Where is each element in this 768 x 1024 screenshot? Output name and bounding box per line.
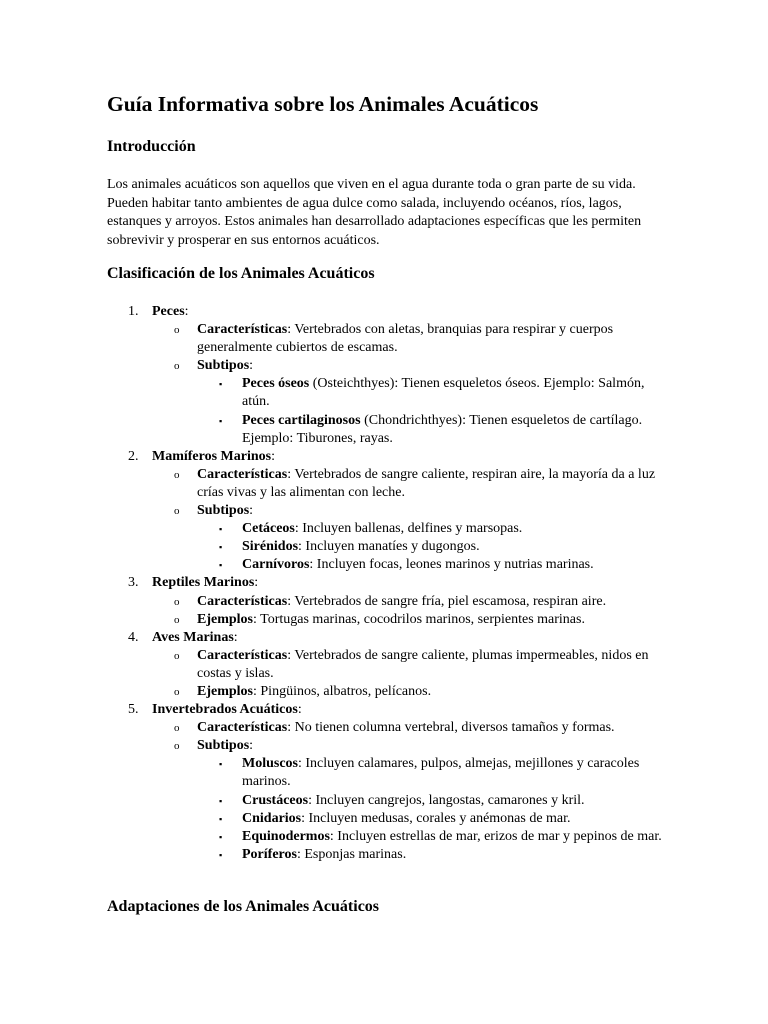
subtype-item <box>197 846 667 864</box>
subtype-item <box>197 538 667 556</box>
subtype-list <box>197 375 667 447</box>
detail-text: : Pingüinos, albatros, pelícanos. <box>253 683 432 699</box>
group-name: Invertebrados Acuáticos <box>152 702 298 718</box>
group-number: 1. <box>128 304 139 319</box>
square-bullet-icon: ▪ <box>219 831 223 842</box>
circle-bullet-icon: o <box>174 740 180 753</box>
detail-text: : Vertebrados de sangre fría, piel escamosa, respiran aire. <box>287 593 607 609</box>
group-item: 5. Invertebrados Acuáticos: o Características: No tienen columna vertebral, diversos tamaños y formas. o Subtipos: ▪ Moluscos: Incluyen calamares, pulpos, almejas, mejillones y caracoles marinos. ▪ Crustáceos: Incluyen cangrejos, langostas, camarones y kril. ▪ Cnidarios: Incluyen medusas, corales y anémonas de mar. ▪ Equinodermos: Incluyen estrellas de mar, erizos de mar y pepinos de mar. ▪ Poríferos: Esponjas marinas. <box>107 701 667 864</box>
detail-item <box>152 683 667 701</box>
detail-label: Características <box>197 593 288 609</box>
subtype-item <box>197 412 667 448</box>
group-number: 3. <box>128 575 139 591</box>
subtype-label: Cnidarios <box>242 810 302 826</box>
detail-list <box>152 321 667 448</box>
detail-label: Características <box>197 322 288 338</box>
detail-text: : <box>249 738 254 754</box>
square-bullet-icon: ▪ <box>219 795 223 806</box>
detail-label: Subtipos <box>197 358 250 374</box>
circle-bullet-icon: o <box>174 685 180 698</box>
subtype-text: (Chondrichthyes): Tienen esqueletos de cartílago. Ejemplo: Tiburones, rayas. <box>242 412 643 446</box>
subtype-item <box>197 792 667 810</box>
circle-bullet-icon: o <box>174 613 180 626</box>
subtype-label: Equinodermos <box>242 828 330 844</box>
group-number: 5. <box>128 702 139 718</box>
subtype-text: : Incluyen manatíes y dugongos. <box>298 539 480 555</box>
subtype-text: : Incluyen cangrejos, langostas, camarones y kril. <box>308 792 585 808</box>
square-bullet-icon: ▪ <box>219 813 223 824</box>
subtype-item <box>197 810 667 828</box>
detail-item <box>152 466 667 502</box>
adaptations-heading: Adaptaciones de los Animales Acuáticos <box>107 898 380 915</box>
detail-label: Subtipos <box>197 738 250 754</box>
detail-list <box>152 719 667 864</box>
circle-bullet-icon: o <box>174 324 180 337</box>
detail-item <box>152 502 667 574</box>
group-item: 3. Reptiles Marinos: o Características: Vertebrados de sangre fría, piel escamosa, respiran aire. o Ejemplos: Tortugas marinas, cocodrilos marinos, serpientes marinas. <box>107 574 667 628</box>
detail-text: : <box>249 503 254 519</box>
subtype-label: Carnívoros <box>242 557 310 573</box>
subtype-text: : Incluyen medusas, corales y anémonas de mar. <box>301 810 571 826</box>
detail-item <box>152 647 667 683</box>
classification-list <box>107 303 667 864</box>
detail-list <box>152 466 667 575</box>
group-item: 4. Aves Marinas: o Características: Vertebrados de sangre caliente, plumas impermeables, nidos en costas y islas. o Ejemplos: Pingüinos, albatros, pelícanos. <box>107 629 667 701</box>
circle-bullet-icon: o <box>174 360 180 373</box>
circle-bullet-icon: o <box>174 505 180 518</box>
subtype-label: Crustáceos <box>242 792 309 808</box>
subtype-item <box>197 556 667 574</box>
detail-item <box>152 719 667 737</box>
subtype-list <box>197 755 667 864</box>
square-bullet-icon: ▪ <box>219 379 223 390</box>
detail-text: : Tortugas marinas, cocodrilos marinos, serpientes marinas. <box>253 611 585 627</box>
detail-label: Ejemplos <box>197 683 253 699</box>
detail-label: Características <box>197 720 288 736</box>
detail-item <box>152 357 667 447</box>
subtype-label: Poríferos <box>242 846 297 862</box>
detail-item <box>152 737 667 864</box>
subtype-list <box>197 520 667 574</box>
detail-text: : No tienen columna vertebral, diversos tamaños y formas. <box>287 720 615 736</box>
subtype-text: (Osteichthyes): Tienen esqueletos óseos. Ejemplo: Salmón, atún. <box>242 376 645 410</box>
detail-list <box>152 647 667 701</box>
subtype-text: : Incluyen calamares, pulpos, almejas, mejillones y caracoles marinos. <box>242 756 640 790</box>
subtype-label: Peces cartilaginosos <box>242 412 361 428</box>
group-name: Aves Marinas <box>152 629 234 645</box>
circle-bullet-icon: o <box>174 468 180 481</box>
detail-text: : Vertebrados de sangre caliente, plumas impermeables, nidos en costas y islas. <box>197 647 649 681</box>
subtype-item <box>197 375 667 411</box>
document-title: Guía Informativa sobre los Animales Acuáticos <box>107 92 539 116</box>
subtype-item <box>197 828 667 846</box>
detail-label: Ejemplos <box>197 611 253 627</box>
classification-heading: Clasificación de los Animales Acuáticos <box>107 265 375 282</box>
subtype-text: : Incluyen ballenas, delfines y marsopas. <box>294 521 523 537</box>
detail-item <box>152 321 667 357</box>
group-number: 4. <box>128 629 139 645</box>
detail-item <box>152 611 667 629</box>
detail-text: : Vertebrados de sangre caliente, respiran aire, la mayoría da a luz crías vivas y las alimentan con leche. <box>197 466 656 500</box>
detail-text: : Vertebrados con aletas, branquias para respirar y cuerpos generalmente cubiertos de escamas. <box>197 322 614 356</box>
circle-bullet-icon: o <box>174 722 180 735</box>
group-number: 2. <box>128 448 139 464</box>
subtype-label: Cetáceos <box>242 521 295 537</box>
square-bullet-icon: ▪ <box>219 415 223 426</box>
intro-paragraph: Los animales acuáticos son aquellos que viven en el agua durante toda o gran parte de su vida. Pueden habitar tanto ambientes de agua dulce como salada, incluyendo océanos, ríos, lagos, estanques y arroyos. Estos animales han desarrollado adaptaciones específicas que les permiten sobrevivir y prosperar en sus entornos acuáticos. <box>107 177 642 248</box>
detail-label: Características <box>197 647 288 663</box>
subtype-label: Moluscos <box>242 756 298 772</box>
intro-heading: Introducción <box>107 138 196 155</box>
subtype-label: Peces óseos <box>242 376 310 392</box>
circle-bullet-icon: o <box>174 649 180 662</box>
subtype-text: : Incluyen estrellas de mar, erizos de mar y pepinos de mar. <box>329 828 662 844</box>
subtype-item <box>197 520 667 538</box>
subtype-item <box>197 755 667 791</box>
detail-label: Características <box>197 466 288 482</box>
group-name: Reptiles Marinos <box>152 575 255 591</box>
detail-item <box>152 593 667 611</box>
circle-bullet-icon: o <box>174 595 180 608</box>
square-bullet-icon: ▪ <box>219 524 223 535</box>
square-bullet-icon: ▪ <box>219 759 223 770</box>
group-name: Mamíferos Marinos <box>152 448 272 464</box>
square-bullet-icon: ▪ <box>219 560 223 571</box>
square-bullet-icon: ▪ <box>219 542 223 553</box>
subtype-text: : Incluyen focas, leones marinos y nutrias marinas. <box>309 557 594 573</box>
group-item: 2. Mamíferos Marinos: o Características: Vertebrados de sangre caliente, respiran aire, la mayoría da a luz crías vivas y las alimentan con leche. o Subtipos: ▪ Cetáceos: Incluyen ballenas, delfines y marsopas. ▪ Sirénidos: Incluyen manatíes y dugongos. ▪ Carnívoros: Incluyen focas, leones marinos y nutrias marinas. <box>107 448 667 575</box>
group-item: 1. Peces: o Características: Vertebrados con aletas, branquias para respirar y cuerpos generalmente cubiertos de escamas. o Subtipos: ▪ Peces óseos (Osteichthyes): Tienen esqueletos óseos. Ejemplo: Salmón, atún. ▪ Peces cartilaginosos (Chondrichthyes): Tienen esqueletos de cartílago. Ejemplo: Tiburones, rayas. <box>107 303 667 448</box>
subtype-text: : Esponjas marinas. <box>296 846 407 862</box>
detail-label: Subtipos <box>197 503 250 519</box>
subtype-label: Sirénidos <box>242 539 299 555</box>
detail-list <box>152 593 667 629</box>
square-bullet-icon: ▪ <box>219 849 223 860</box>
group-name: Peces <box>152 304 185 319</box>
detail-text: : <box>249 358 254 374</box>
